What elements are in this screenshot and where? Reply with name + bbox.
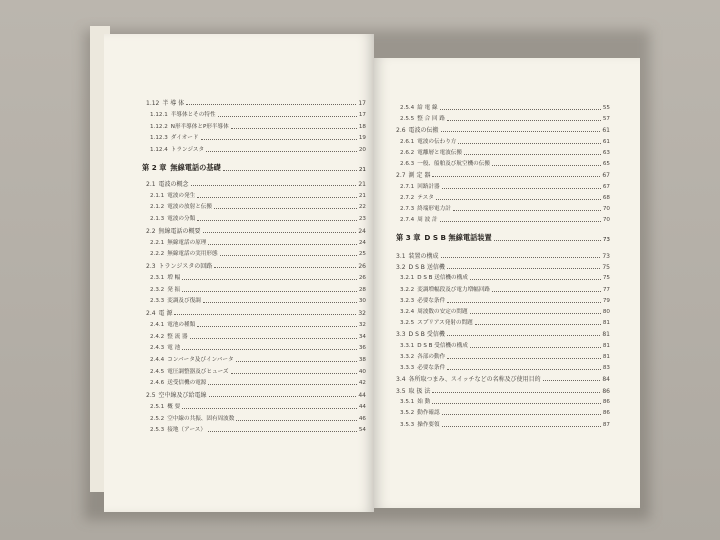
- toc-entry-page: 61: [602, 127, 610, 135]
- dot-leader: [174, 314, 356, 315]
- toc-entry-number: 2.2.2: [150, 251, 165, 258]
- toc-entry-page: 83: [602, 365, 610, 372]
- toc-entry-title: コンバータ及びインバータ: [167, 357, 234, 363]
- toc-entry-number: 2.6.2: [400, 150, 415, 156]
- toc-subsection-entry: [150, 147, 366, 154]
- toc-section-entry: [396, 127, 610, 134]
- toc-entry-title: 電波の放射と伝搬: [167, 204, 212, 211]
- toc-entry-title: 動作確認: [417, 410, 440, 417]
- toc-entry-title: 無線電話の実用形態: [167, 251, 218, 258]
- toc-subsection-entry: [400, 206, 610, 213]
- toc-subsection-entry: [400, 161, 610, 168]
- toc-section-entry: [146, 181, 366, 188]
- toc-subsection-entry: [150, 251, 366, 258]
- chapter-heading: [142, 163, 366, 173]
- toc-entry-page: 25: [358, 251, 366, 258]
- toc-entry-number: 3.5: [396, 387, 406, 395]
- toc-subsection-entry: [400, 150, 610, 157]
- toc-entry-page: 79: [602, 297, 610, 304]
- chapter-title: D S B 無線電話装置: [424, 232, 492, 242]
- toc-entry-number: 3.5.3: [400, 421, 415, 428]
- toc-entry-title: 取 扱 法: [408, 387, 431, 395]
- toc-entry-page: 81: [602, 354, 610, 360]
- toc-entry-title: 始 動: [417, 399, 431, 406]
- toc-entry-title: 電波の概念: [158, 180, 189, 188]
- toc-entry-number: 2.1: [146, 180, 156, 188]
- toc-subsection-entry: [150, 275, 366, 282]
- toc-section-entry: [396, 388, 610, 395]
- toc-entry-number: 2.2: [146, 227, 156, 235]
- dot-leader: [236, 420, 357, 421]
- dot-leader: [182, 349, 357, 350]
- toc-entry-page: 17: [358, 112, 366, 119]
- toc-entry-title: D S B 受信機: [408, 331, 445, 339]
- toc-entry-number: 3.4: [396, 376, 406, 384]
- toc-entry-title: 必要な条件: [417, 365, 446, 372]
- toc-subsection-entry: [150, 416, 366, 423]
- toc-entry-page: 87: [602, 421, 610, 428]
- dot-leader: [464, 154, 601, 155]
- toc-entry-title: 回路計器: [417, 183, 440, 190]
- toc-entry-title: 増 幅: [167, 275, 181, 282]
- dot-leader: [186, 104, 356, 105]
- toc-entry-page: 75: [602, 264, 610, 271]
- dot-leader: [432, 392, 600, 393]
- toc-entry-number: 3.2: [396, 264, 406, 271]
- toc-subsection-entry: [400, 343, 610, 350]
- toc-entry-title: 整 流 器: [167, 333, 188, 340]
- dot-leader: [191, 185, 357, 186]
- dot-leader: [208, 244, 356, 245]
- toc-entry-page: 67: [602, 172, 610, 180]
- right-page: [374, 58, 640, 508]
- toc-entry-title: 給 電 線: [417, 105, 438, 111]
- toc-entry-number: 2.4.1: [150, 322, 165, 329]
- toc-subsection-entry: [150, 322, 366, 329]
- dot-leader: [231, 373, 357, 374]
- toc-entry-title: トランジスタ: [170, 147, 205, 153]
- toc-entry-title: 必要な条件: [417, 297, 446, 304]
- dot-leader: [447, 358, 601, 359]
- toc-entry-page: 73: [602, 252, 610, 260]
- dot-leader: [182, 291, 357, 292]
- toc-subsection-entry: [150, 404, 366, 411]
- toc-subsection-entry: [400, 139, 610, 146]
- toc-entry-title: 変調増幅段及び電力増幅回路: [417, 286, 490, 293]
- toc-entry-page: 19: [358, 135, 366, 142]
- toc-entry-title: 空中線の共振、固有周波数: [167, 415, 235, 422]
- dot-leader: [441, 131, 601, 132]
- toc-subsection-entry: [150, 193, 366, 200]
- toc-entry-title: 送受信機の電源: [167, 380, 207, 387]
- toc-entry-number: 1.12.3: [150, 135, 168, 142]
- dot-leader: [447, 120, 601, 121]
- dot-leader: [494, 240, 601, 241]
- toc-entry-number: 2.5.2: [150, 415, 165, 422]
- toc-entry-number: 3.3.2: [400, 354, 415, 360]
- toc-entry-number: 1.12.1: [150, 112, 168, 119]
- chapter-number: 第 2 章: [142, 162, 167, 172]
- toc-entry-page: 81: [602, 320, 610, 327]
- dot-leader: [470, 347, 601, 348]
- dot-leader: [236, 361, 357, 362]
- toc-entry-title: トランジスタの回路: [158, 263, 213, 270]
- dot-leader: [442, 188, 601, 189]
- dot-leader: [218, 116, 357, 117]
- toc-entry-title: 概 要: [167, 404, 181, 410]
- toc-subsection-entry: [150, 334, 366, 341]
- dot-leader: [442, 426, 601, 427]
- toc-entry-title: 無線電話の原理: [167, 239, 207, 246]
- dot-leader: [203, 302, 357, 303]
- toc-section-entry: [396, 376, 610, 383]
- toc-entry-title: テスタ: [417, 195, 434, 201]
- toc-subsection-entry: [400, 320, 610, 327]
- toc-entry-number: 2.5.5: [400, 116, 415, 123]
- toc-entry-page: 21: [358, 192, 366, 199]
- toc-section-entry: [146, 100, 366, 107]
- toc-subsection-entry: [400, 217, 610, 224]
- toc-entry-title: 電離層と電波伝搬: [417, 150, 462, 156]
- toc-entry-number: 2.3.1: [150, 275, 165, 282]
- toc-entry-number: 2.4.5: [150, 368, 165, 375]
- dot-leader: [432, 176, 600, 177]
- dot-leader: [447, 268, 601, 269]
- toc-entry-number: 3.5.1: [400, 399, 415, 406]
- toc-entry-title: 整 合 回 路: [417, 116, 445, 123]
- toc-subsection-entry: [150, 240, 366, 247]
- toc-entry-page: 32: [358, 310, 366, 317]
- toc-entry-title: 発 振: [167, 286, 181, 293]
- toc-entry-page: 20: [358, 147, 366, 153]
- dot-leader: [440, 221, 601, 222]
- toc-entry-page: 61: [602, 138, 610, 145]
- toc-entry-title: D S B 送信機の構成: [417, 275, 468, 282]
- toc-entry-page: 86: [602, 399, 610, 406]
- toc-subsection-entry: [400, 184, 610, 191]
- toc-subsection-entry: [150, 427, 366, 434]
- chapter-page: 21: [358, 166, 366, 173]
- toc-entry-page: 63: [602, 150, 610, 156]
- dot-leader: [458, 143, 600, 144]
- toc-entry-title: 半 導 体: [162, 100, 185, 107]
- toc-entry-page: 70: [602, 217, 610, 224]
- dot-leader: [447, 335, 601, 336]
- toc-entry-number: 2.5.3: [150, 427, 165, 434]
- toc-entry-title: D S B 受信機の構成: [417, 342, 468, 349]
- toc-entry-number: 2.4.6: [150, 380, 165, 387]
- toc-entry-number: 3.1: [396, 252, 406, 260]
- toc-entry-title: 周 波 計: [417, 217, 438, 224]
- dot-leader: [470, 279, 601, 280]
- toc-entry-number: 1.12: [146, 100, 160, 107]
- dot-leader: [190, 338, 357, 339]
- dot-leader: [197, 326, 357, 327]
- toc-entry-number: 2.4.3: [150, 345, 165, 352]
- left-page: [104, 34, 374, 512]
- chapter-heading: [396, 233, 610, 243]
- dot-leader: [201, 139, 357, 140]
- toc-entry-page: 70: [602, 206, 610, 213]
- toc-entry-page: 38: [358, 357, 366, 363]
- toc-subsection-entry: [150, 135, 366, 142]
- toc-section-entry: [396, 264, 610, 271]
- toc-entry-number: 2.6.1: [400, 138, 415, 145]
- toc-entry-number: 1.12.2: [150, 123, 168, 130]
- toc-entry-title: 測 定 器: [408, 172, 431, 180]
- toc-entry-number: 3.2.3: [400, 297, 415, 304]
- toc-entry-number: 2.1.2: [150, 204, 165, 211]
- toc-entry-page: 67: [602, 183, 610, 190]
- dot-leader: [442, 414, 601, 415]
- dot-leader: [182, 279, 357, 280]
- toc-subsection-entry: [400, 105, 610, 112]
- toc-subsection-entry: [150, 298, 366, 305]
- toc-entry-title: 変調及び復調: [167, 298, 201, 305]
- toc-entry-title: D S B 送信機: [408, 264, 445, 271]
- toc-entry-title: 接地（アース）: [167, 427, 206, 434]
- toc-entry-page: 86: [602, 410, 610, 417]
- toc-subsection-entry: [400, 365, 610, 372]
- toc-entry-title: 電波の発生: [167, 192, 196, 199]
- toc-section-entry: [146, 392, 366, 399]
- toc-entry-number: 2.3.3: [150, 298, 165, 305]
- toc-entry-page: 32: [358, 322, 366, 329]
- toc-entry-title: 電圧調整器及びヒューズ: [167, 368, 229, 375]
- dot-leader: [197, 197, 357, 198]
- toc-subsection-entry: [150, 112, 366, 119]
- toc-subsection-entry: [400, 354, 610, 361]
- toc-entry-page: 44: [358, 404, 366, 410]
- chapter-title: 無線電話の基礎: [170, 162, 221, 172]
- toc-subsection-entry: [400, 298, 610, 305]
- toc-entry-page: 80: [602, 309, 610, 315]
- toc-subsection-entry: [400, 275, 610, 282]
- toc-entry-page: 24: [358, 227, 366, 235]
- toc-subsection-entry: [150, 287, 366, 294]
- toc-entry-title: ダイオード: [170, 135, 199, 142]
- toc-entry-page: 21: [358, 180, 366, 188]
- toc-entry-page: 22: [358, 204, 366, 211]
- toc-section-entry: [146, 310, 366, 317]
- dot-leader: [223, 170, 357, 171]
- toc-entry-number: 2.4.4: [150, 357, 165, 363]
- dot-leader: [453, 210, 601, 211]
- toc-entry-title: 空中線及び給電線: [158, 391, 207, 399]
- toc-subsection-entry: [400, 287, 610, 294]
- toc-entry-page: 36: [358, 345, 366, 352]
- dot-leader: [432, 403, 601, 404]
- toc-subsection-entry: [400, 410, 610, 417]
- toc-entry-page: 57: [602, 116, 610, 123]
- toc-entry-page: 26: [358, 275, 366, 282]
- toc-entry-number: 2.6.3: [400, 161, 415, 168]
- toc-section-entry: [146, 263, 366, 270]
- toc-entry-number: 3.3: [396, 331, 406, 339]
- toc-entry-page: 68: [602, 195, 610, 201]
- toc-entry-page: 17: [358, 100, 366, 107]
- toc-subsection-entry: [150, 345, 366, 352]
- toc-entry-page: 55: [602, 105, 610, 111]
- toc-entry-page: 77: [602, 286, 610, 293]
- toc-entry-number: 3.3.3: [400, 365, 415, 372]
- toc-entry-page: 42: [358, 380, 366, 387]
- toc-entry-title: 無線電話の概要: [158, 227, 201, 235]
- dot-leader: [182, 408, 357, 409]
- toc-entry-title: 電波の分類: [167, 216, 196, 222]
- toc-entry-title: 電波の伝わり方: [417, 138, 457, 145]
- dot-leader: [492, 291, 601, 292]
- toc-subsection-entry: [400, 195, 610, 202]
- toc-subsection-entry: [150, 204, 366, 211]
- toc-subsection-entry: [400, 116, 610, 123]
- toc-entry-number: 2.7.3: [400, 206, 415, 213]
- toc-entry-number: 2.5: [146, 391, 156, 399]
- toc-entry-page: 75: [602, 275, 610, 282]
- toc-entry-number: 3.3.1: [400, 342, 415, 349]
- dot-leader: [209, 396, 357, 397]
- toc-entry-number: 2.5.4: [400, 105, 415, 111]
- toc-entry-title: 電 池: [167, 345, 181, 352]
- toc-entry-title: N形半導体とP形半導体: [170, 123, 229, 130]
- dot-leader: [203, 232, 357, 233]
- toc-entry-title: 各部の動作: [417, 354, 446, 360]
- toc-entry-title: 各所取つまみ、スイッチなどの名称及び使用目的: [408, 376, 541, 384]
- toc-entry-page: 24: [358, 239, 366, 246]
- toc-entry-title: 装置の構成: [408, 252, 439, 260]
- toc-entry-number: 2.6: [396, 127, 406, 135]
- toc-entry-page: 86: [602, 387, 610, 395]
- toc-entry-title: 一般、船舶及び航空機の伝搬: [417, 161, 490, 168]
- toc-entry-number: 1.12.4: [150, 147, 168, 153]
- toc-entry-page: 40: [358, 368, 366, 375]
- toc-subsection-entry: [400, 309, 610, 316]
- toc-entry-title: スプリアス発射の問題: [417, 320, 473, 327]
- toc-entry-title: 電波の伝搬: [408, 127, 439, 135]
- toc-entry-number: 3.2.2: [400, 286, 415, 293]
- toc-entry-number: 2.7: [396, 172, 406, 180]
- toc-section-entry: [146, 228, 366, 235]
- chapter-number: 第 3 章: [396, 232, 421, 242]
- toc-entry-title: 電池の種類: [167, 322, 196, 329]
- toc-entry-page: 84: [602, 376, 610, 384]
- toc-subsection-entry: [400, 422, 610, 429]
- dot-leader: [436, 199, 601, 200]
- toc-entry-number: 2.1.1: [150, 192, 165, 199]
- toc-entry-title: 半導体とその特性: [170, 112, 216, 119]
- toc-section-entry: [396, 172, 610, 179]
- toc-entry-title: 操作要領: [417, 421, 440, 428]
- toc-subsection-entry: [150, 216, 366, 223]
- dot-leader: [214, 208, 357, 209]
- dot-leader: [447, 302, 601, 303]
- toc-entry-page: 54: [358, 427, 366, 434]
- dot-leader: [197, 220, 357, 221]
- toc-subsection-entry: [150, 357, 366, 364]
- toc-entry-page: 44: [358, 391, 366, 399]
- dot-leader: [214, 267, 356, 268]
- toc-entry-page: 81: [602, 331, 610, 339]
- toc-entry-number: 3.5.2: [400, 410, 415, 417]
- toc-entry-number: 2.4.2: [150, 333, 165, 340]
- toc-entry-title: 周波数の安定の問題: [417, 309, 468, 315]
- dot-leader: [475, 324, 601, 325]
- dot-leader: [208, 431, 357, 432]
- toc-entry-title: 電 源: [158, 310, 173, 317]
- toc-entry-number: 3.2.4: [400, 309, 415, 315]
- dot-leader: [440, 109, 601, 110]
- toc-entry-page: 18: [358, 123, 366, 130]
- toc-entry-number: 2.2.1: [150, 239, 165, 246]
- toc-entry-number: 2.3.2: [150, 286, 165, 293]
- toc-entry-page: 65: [602, 161, 610, 168]
- dot-leader: [208, 384, 356, 385]
- toc-entry-number: 3.2.5: [400, 320, 415, 327]
- toc-entry-number: 2.3: [146, 263, 156, 270]
- toc-entry-page: 81: [602, 342, 610, 349]
- dot-leader: [220, 255, 357, 256]
- toc-entry-number: 3.2.1: [400, 275, 415, 282]
- toc-subsection-entry: [400, 399, 610, 406]
- dot-leader: [441, 257, 601, 258]
- toc-entry-number: 2.1.3: [150, 216, 165, 222]
- toc-entry-number: 2.5.1: [150, 404, 165, 410]
- toc-entry-page: 46: [358, 415, 366, 422]
- dot-leader: [470, 313, 601, 314]
- toc-entry-page: 26: [358, 263, 366, 270]
- toc-entry-page: 34: [358, 333, 366, 340]
- toc-subsection-entry: [150, 380, 366, 387]
- toc-entry-number: 2.7.2: [400, 195, 415, 201]
- toc-entry-title: 終端形電力計: [417, 206, 451, 213]
- dot-leader: [206, 151, 357, 152]
- toc-entry-number: 2.7.4: [400, 217, 415, 224]
- chapter-page: 73: [602, 236, 610, 243]
- toc-entry-page: 23: [358, 216, 366, 222]
- dot-leader: [543, 380, 601, 381]
- dot-leader: [492, 165, 601, 166]
- toc-entry-page: 28: [358, 286, 366, 293]
- toc-subsection-entry: [150, 124, 366, 131]
- toc-entry-number: 2.7.1: [400, 183, 415, 190]
- toc-section-entry: [396, 331, 610, 338]
- toc-entry-page: 30: [358, 298, 366, 305]
- dot-leader: [447, 369, 601, 370]
- toc-section-entry: [396, 253, 610, 260]
- toc-entry-number: 2.4: [146, 310, 156, 317]
- toc-subsection-entry: [150, 369, 366, 376]
- dot-leader: [231, 128, 357, 129]
